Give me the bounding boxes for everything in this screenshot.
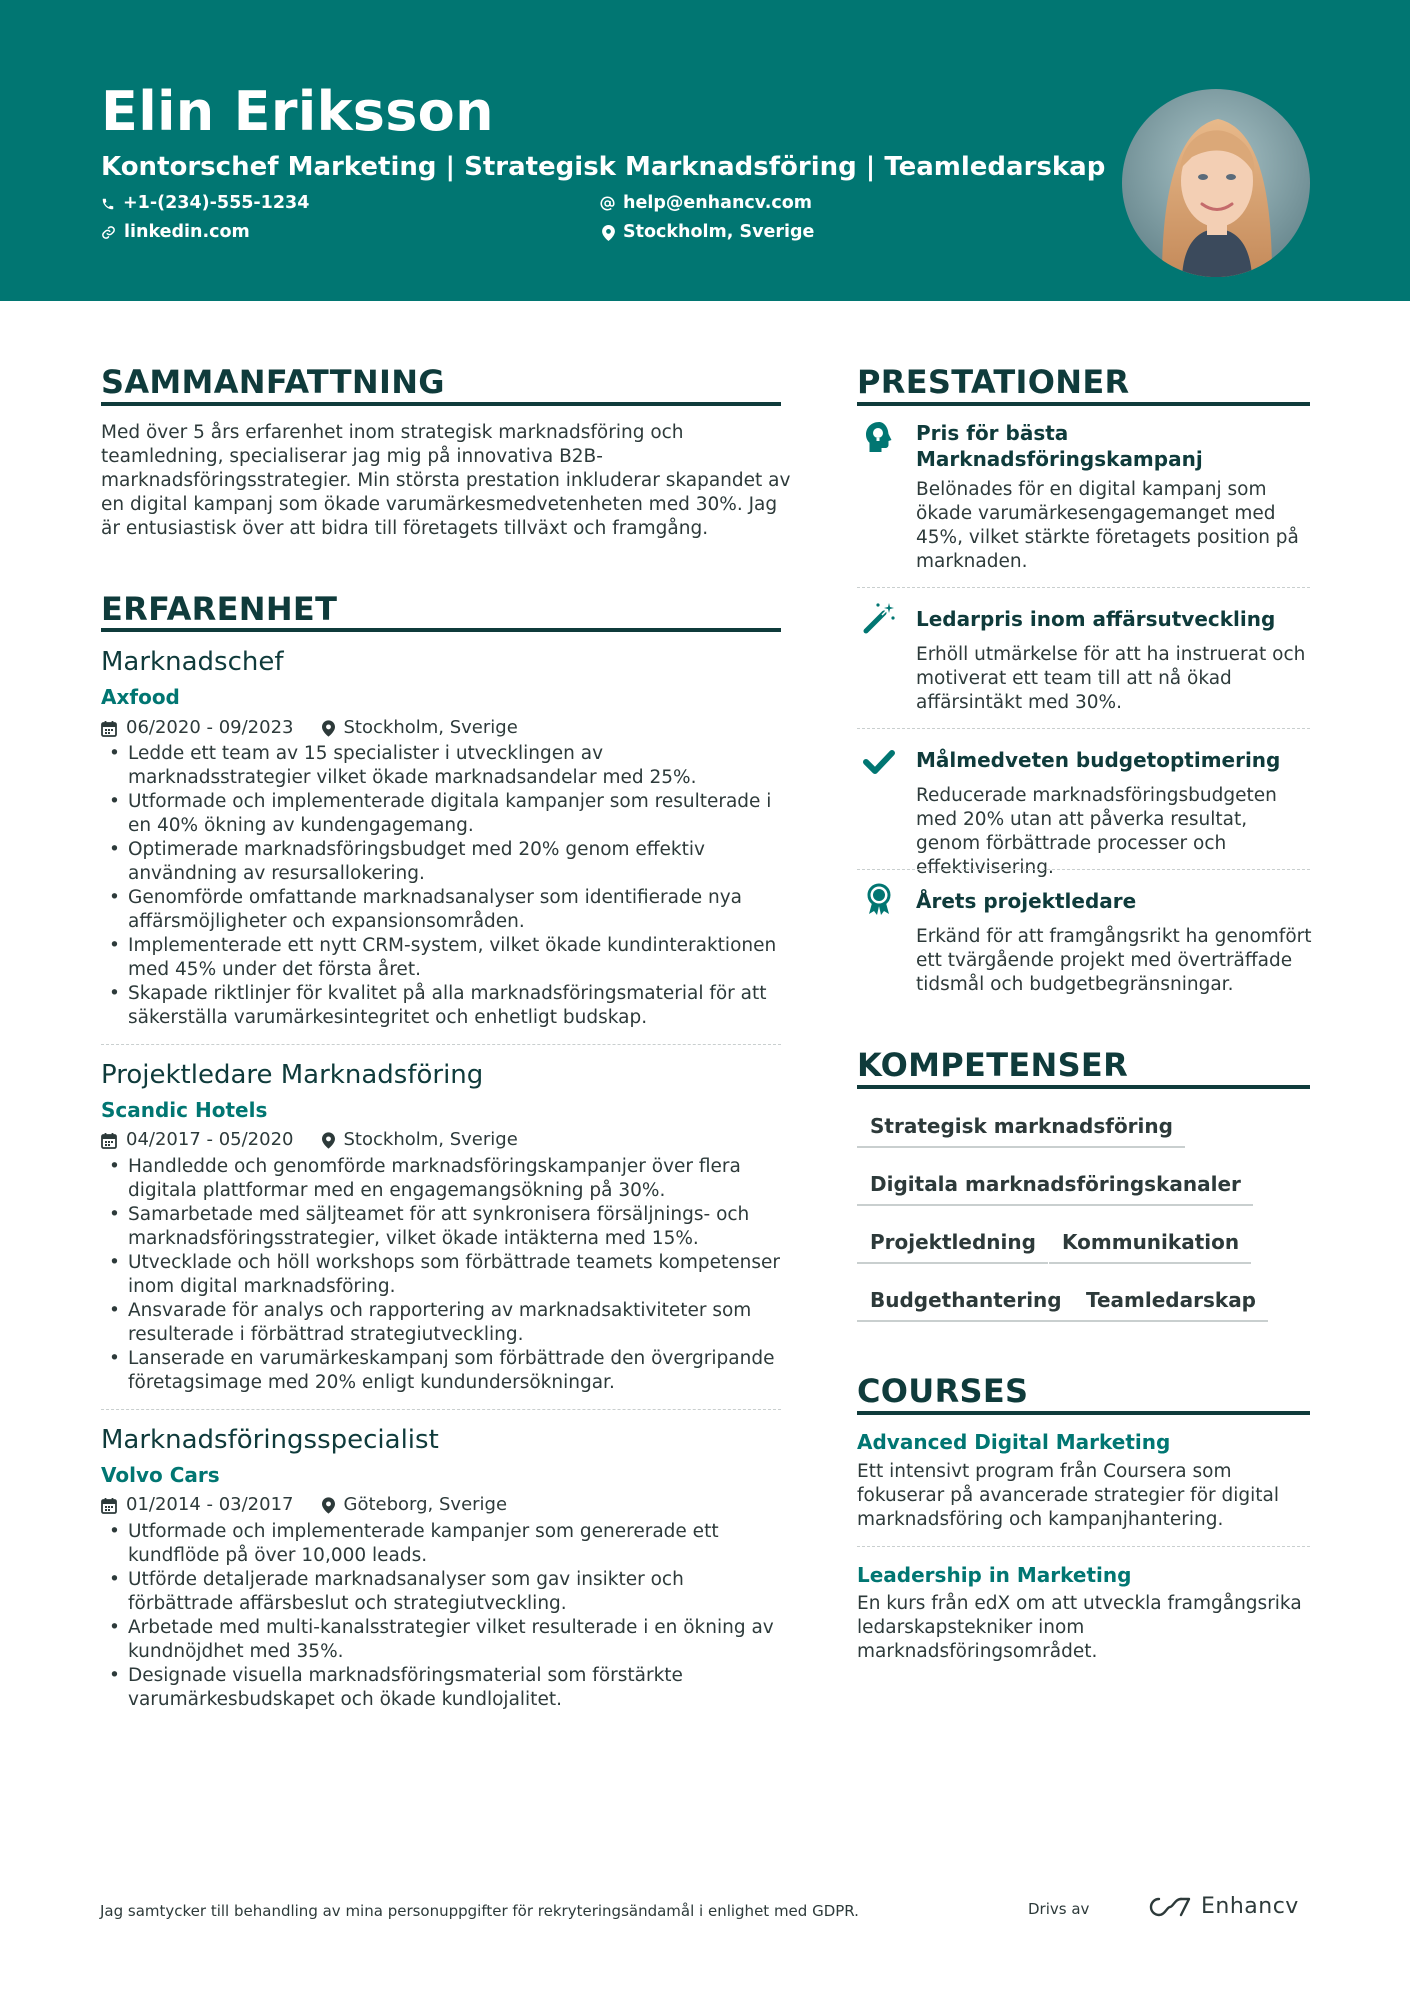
skills-rule: [857, 1085, 1310, 1089]
list-item: • Ansvarade för analys och rapportering av marknadsaktiviteter som resulterade i förbättrad strategiutveckling.: [101, 1299, 791, 1347]
achievements-heading: PRESTATIONER: [857, 363, 1130, 401]
achievement-desc: Reducerade marknadsföringsbudgeten med 20% utan att påverka resultat, genom förbättrade processer och effektivisering.: [916, 785, 1277, 878]
list-item: • Utformade och implementerade digitala kampanjer som resulterade i en 40% ökning av kundengagemang.: [101, 790, 791, 838]
skill-tag: Budgethantering: [857, 1290, 1074, 1322]
experience-heading: ERFARENHET: [101, 590, 338, 628]
job-bullets: [101, 1520, 791, 1712]
job-company: Scandic Hotels: [101, 1098, 268, 1122]
brand-name: Enhancv: [1201, 1894, 1299, 1919]
job-title: Marknadsföringsspecialist: [101, 1425, 439, 1455]
calendar-icon: [101, 720, 117, 737]
course-title: Leadership in Marketing: [857, 1563, 1132, 1587]
achievement-desc: Erkänd för att framgångsrikt ha genomfört ett tvärgående projekt med överträffade tidsmål och budgetbegränsningar.: [916, 926, 1312, 995]
job-company: Volvo Cars: [101, 1463, 220, 1487]
divider: [101, 1409, 781, 1410]
link-icon: [101, 225, 116, 240]
divider: [857, 728, 1310, 729]
courses-rule: [857, 1411, 1310, 1415]
achievement-desc: Belönades för en digital kampanj som ökade varumärkesengagemanget med 45%, vilket stärkte företagets position på marknaden.: [916, 479, 1299, 572]
magic-wand-icon: [862, 601, 896, 635]
list-item: • Utförde detaljerade marknadsanalyser som gav insikter och förbättrade affärsbeslut och strategiutveckling.: [101, 1568, 791, 1616]
calendar-icon: [101, 1497, 117, 1514]
job-company: Axfood: [101, 685, 180, 709]
skill-tag: Digitala marknadsföringskanaler: [857, 1174, 1253, 1206]
achievement-title: Årets projektledare: [916, 889, 1137, 913]
achievement-title: Ledarpris inom affärsutveckling: [916, 607, 1276, 631]
list-item: • Utformade och implementerade kampanjer som genererade ett kundflöde på över 10,000 leads.: [101, 1520, 791, 1568]
summary-text: Med över 5 års erfarenhet inom strategisk marknadsföring och teamledning, specialiserar jag mig på innovativa B2B-marknadsföringsstrategier. Min största prestation inkluderar skapandet av en digital kampanj som ökade varumärkesmedvetenheten med 30%. Jag är entusiastisk över att bidra till företagets tillväxt och framgång.: [101, 422, 791, 539]
gdpr-consent: Jag samtycker till behandling av mina personuppgifter för rekryteringsändamål i enlighet med GDPR.: [100, 1902, 859, 1920]
job-bullets: [101, 1155, 791, 1395]
award-ribbon-icon: [862, 882, 896, 916]
brand-logo[interactable]: [1147, 1894, 1299, 1919]
candidate-name: Elin Eriksson: [101, 80, 494, 143]
contact-linkedin[interactable]: [101, 224, 250, 242]
list-item: • Designade visuella marknadsföringsmaterial som förstärkte varumärkesbudskapet och ökade kundlojalitet.: [101, 1664, 791, 1712]
list-item: • Skapade riktlinjer för kvalitet på alla marknadsföringsmaterial för att säkerställa varumärkesintegritet och enhetligt budskap.: [101, 982, 791, 1030]
candidate-headline: Kontorschef Marketing | Strategisk Marknadsföring | Teamledarskap: [101, 152, 1106, 182]
enhancv-logo-icon: [1147, 1895, 1193, 1919]
divider: [857, 587, 1310, 588]
skills-heading: KOMPETENSER: [857, 1046, 1129, 1084]
checkmark-icon: [862, 745, 896, 779]
contact-location: [602, 224, 814, 242]
skill-tag: Kommunikation: [1049, 1232, 1251, 1264]
achievements-rule: [857, 402, 1310, 406]
job-bullets: [101, 742, 791, 1030]
list-item: • Optimerade marknadsföringsbudget med 20% genom effektiv användning av resursallokering.: [101, 838, 791, 886]
courses-heading: COURSES: [857, 1372, 1029, 1410]
job-location: Stockholm, Sverige: [343, 1129, 518, 1150]
contact-email[interactable]: [600, 195, 812, 213]
job-dates: 06/2020 - 09/2023: [126, 717, 294, 738]
job-dates: 01/2014 - 03/2017: [126, 1494, 294, 1515]
location-text: Stockholm, Sverige: [623, 222, 815, 242]
job-dates: 04/2017 - 05/2020: [126, 1129, 294, 1150]
job-location: Göteborg, Sverige: [343, 1494, 508, 1515]
list-item: • Handledde och genomförde marknadsföringskampanjer över flera digitala plattformar med en engagemangsökning på 30%.: [101, 1155, 791, 1203]
list-item: • Arbetade med multi-kanalsstrategier vilket resulterade i en ökning av kundnöjdhet med 35%.: [101, 1616, 791, 1664]
list-item: • Lanserade en varumärkeskampanj som förbättrade den övergripande företagsimage med 20% enligt kundundersökningar.: [101, 1347, 791, 1395]
job-location: Stockholm, Sverige: [343, 717, 518, 738]
map-pin-icon: [322, 1132, 335, 1149]
divider: [101, 1044, 781, 1045]
list-item: • Implementerade ett nytt CRM-system, vilket ökade kundinteraktionen med 45% under det första året.: [101, 934, 791, 982]
resume-header: [0, 0, 1410, 301]
skill-tag: Projektledning: [857, 1232, 1048, 1264]
profile-photo: [1122, 89, 1310, 277]
divider: [857, 869, 1310, 870]
job-meta: [101, 719, 518, 737]
contact-phone[interactable]: [101, 195, 309, 213]
phone-text: +1-(234)-555-1234: [123, 193, 310, 213]
achievement-title: Pris för bästa Marknadsföringskampanj: [916, 421, 1203, 471]
achievement-desc: Erhöll utmärkelse för att ha instruerat och motiverat ett team till att nå ökad affärsintäkt med 30%.: [916, 644, 1306, 713]
job-title: Marknadschef: [101, 647, 284, 677]
skill-tag: Teamledarskap: [1073, 1290, 1268, 1322]
course-desc: Ett intensivt program från Coursera som fokuserar på avancerade strategier för digital marknadsföring och kampanjhantering.: [857, 1461, 1279, 1530]
achievement-title: Målmedveten budgetoptimering: [916, 748, 1281, 772]
experience-rule: [101, 628, 781, 632]
job-meta: [101, 1496, 507, 1514]
divider: [857, 1546, 1310, 1547]
list-item: • Utvecklade och höll workshops som förbättrade teamets kompetenser inom digital marknadsföring.: [101, 1251, 791, 1299]
map-pin-icon: [602, 225, 615, 241]
head-lightbulb-icon: [862, 420, 896, 454]
list-item: • Genomförde omfattande marknadsanalyser som identifierade nya affärsmöjligheter och expansionsområden.: [101, 886, 791, 934]
map-pin-icon: [322, 720, 335, 737]
summary-rule: [101, 402, 781, 406]
powered-by-label: Drivs av: [1028, 1900, 1090, 1918]
email-text: help@enhancv.com: [623, 193, 813, 213]
calendar-icon: [101, 1132, 117, 1149]
summary-heading: SAMMANFATTNING: [101, 363, 445, 401]
skill-tag: Strategisk marknadsföring: [857, 1116, 1185, 1148]
at-sign-icon: [600, 196, 615, 211]
course-desc: En kurs från edX om att utveckla framgångsrika ledarskapstekniker inom marknadsföringsområdet.: [857, 1593, 1302, 1662]
job-meta: [101, 1131, 518, 1149]
job-title: Projektledare Marknadsföring: [101, 1060, 484, 1090]
map-pin-icon: [322, 1497, 335, 1514]
list-item: • Ledde ett team av 15 specialister i utvecklingen av marknadsstrategier vilket ökade marknadsandelar med 25%.: [101, 742, 791, 790]
linkedin-text: linkedin.com: [124, 222, 250, 242]
course-title: Advanced Digital Marketing: [857, 1430, 1171, 1454]
phone-icon: [101, 197, 115, 211]
list-item: • Samarbetade med säljteamet för att synkronisera försäljnings- och marknadsföringsstrategier, vilket ökade intäkterna med 15%.: [101, 1203, 791, 1251]
